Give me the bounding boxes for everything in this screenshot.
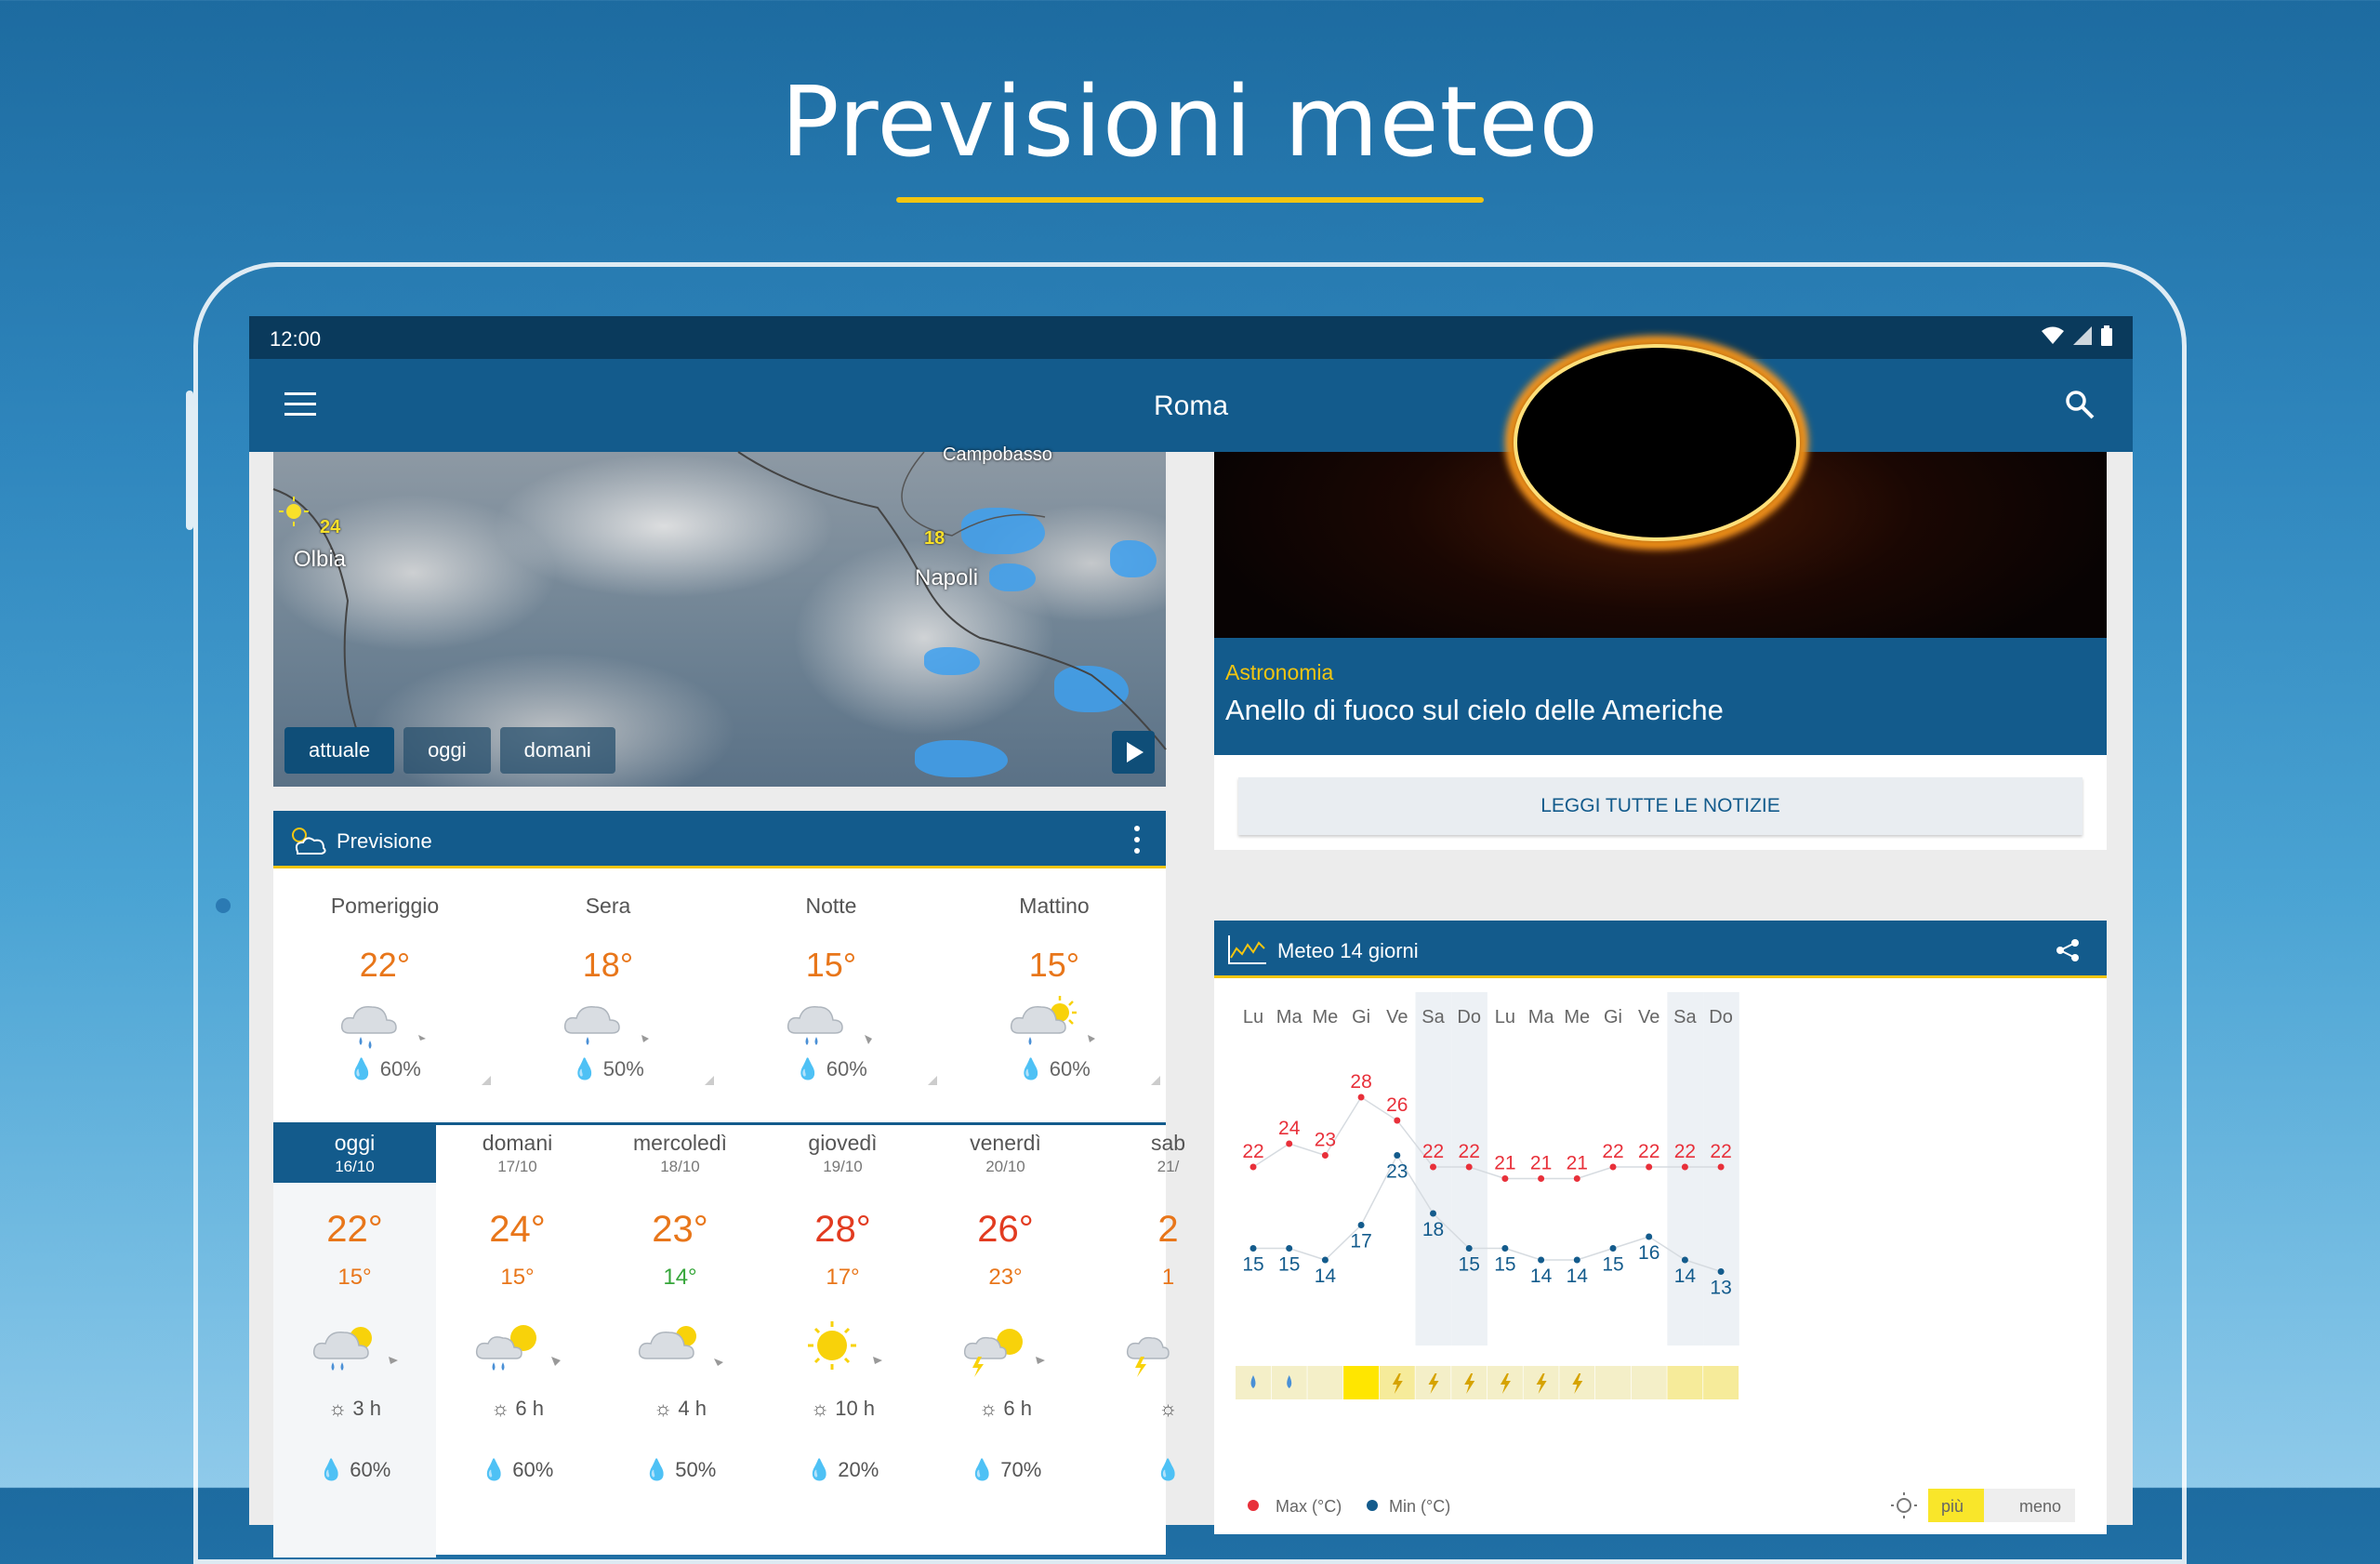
share-icon[interactable]	[2055, 937, 2081, 963]
trend-card	[1214, 921, 2107, 1534]
data-label: 15	[1278, 1253, 1301, 1276]
data-label: 28	[1350, 1071, 1372, 1093]
sun-rain-cloud-icon	[307, 1316, 409, 1381]
day-rain: 💧	[1155, 1458, 1182, 1481]
day-name: venerdì	[970, 1131, 1041, 1155]
trend-title: Meteo 14 giorni	[1277, 939, 1419, 962]
day-rain: 💧 20%	[806, 1458, 879, 1481]
device-screen	[249, 316, 2133, 1525]
period-forecast	[273, 871, 1166, 1094]
news-text[interactable]	[1214, 638, 2107, 755]
period-temp: 15°	[1028, 946, 1080, 984]
day-today[interactable]	[273, 1125, 436, 1557]
rain-cloud-icon	[333, 992, 435, 1057]
period-evening[interactable]	[496, 871, 720, 1094]
data-point	[1466, 1164, 1473, 1171]
data-label: 23	[1314, 1129, 1337, 1151]
day-min: 14°	[663, 1265, 697, 1290]
day-min: 1	[1161, 1265, 1175, 1290]
period-name: Mattino	[1019, 894, 1090, 918]
eclipse-ring-icon	[1214, 452, 2107, 638]
campobasso-label: Campobasso	[943, 444, 1052, 465]
data-label: 16	[1638, 1242, 1660, 1264]
day-sunshine: ☼	[1158, 1397, 1178, 1420]
legend-min-label: Min (°C)	[1389, 1497, 1451, 1516]
data-label: 21	[1566, 1152, 1588, 1174]
data-label: 14	[1566, 1266, 1588, 1287]
forecast-header	[273, 811, 1166, 868]
daily-forecast	[273, 1122, 1186, 1555]
day-thursday[interactable]	[761, 1125, 924, 1557]
day-max: 2	[1157, 1209, 1179, 1250]
day-rain: 💧 60%	[318, 1458, 391, 1481]
data-point	[1501, 1245, 1508, 1252]
day-rain: 💧 70%	[969, 1458, 1042, 1481]
chart-day-label: Me	[1312, 1007, 1339, 1027]
radar-map[interactable]	[273, 444, 1166, 787]
data-point	[1718, 1164, 1725, 1171]
data-point	[1466, 1245, 1473, 1252]
sunshine-cell	[1703, 1366, 1739, 1399]
page-headline: Previsioni meteo	[780, 65, 1600, 179]
chart-day-label: Ma	[1527, 1007, 1554, 1027]
day-name: oggi	[334, 1131, 376, 1155]
data-point	[1286, 1245, 1292, 1252]
legend-max-label: Max (°C)	[1276, 1497, 1342, 1516]
data-point	[1250, 1245, 1257, 1252]
day-name: mercoledì	[633, 1131, 727, 1155]
status-time: 12:00	[270, 327, 322, 351]
thunderstorm-icon	[1120, 1316, 1223, 1381]
chart-day-label: Me	[1564, 1007, 1591, 1027]
period-name: Sera	[585, 894, 631, 918]
day-sunshine: ☼ 4 h	[654, 1397, 707, 1420]
chart-day-label: Gi	[1352, 1007, 1371, 1027]
day-date: 18/10	[660, 1158, 700, 1175]
data-point	[1646, 1234, 1652, 1240]
chart-day-label: Do	[1709, 1007, 1733, 1027]
legend-more-label: più	[1941, 1497, 1964, 1516]
thunderstorm-sun-icon	[958, 1316, 1060, 1381]
period-rain: 💧 60%	[795, 1057, 867, 1080]
data-label: 23	[1386, 1160, 1408, 1183]
data-point	[1610, 1245, 1617, 1252]
forecast-title: Previsione	[337, 829, 432, 853]
data-point	[1682, 1257, 1688, 1264]
rain-cloud-icon	[779, 992, 881, 1057]
period-name: Notte	[805, 894, 857, 918]
data-label: 15	[1602, 1253, 1624, 1276]
period-temp: 22°	[359, 946, 411, 984]
wifi-icon	[2042, 326, 2064, 345]
period-rain: 💧 50%	[572, 1057, 644, 1080]
sun-icon	[795, 1316, 897, 1381]
sunshine-cell	[1632, 1366, 1667, 1399]
data-label: 24	[1278, 1118, 1301, 1139]
data-label: 22	[1458, 1141, 1480, 1162]
data-point	[1322, 1257, 1329, 1264]
period-morning[interactable]	[943, 871, 1166, 1094]
napoli-label: Napoli	[915, 565, 979, 590]
legend-min-marker	[1367, 1500, 1378, 1511]
day-min: 23°	[988, 1265, 1023, 1290]
period-rain: 💧 60%	[349, 1057, 421, 1080]
sunshine-cell	[1667, 1366, 1702, 1399]
data-point	[1501, 1175, 1508, 1182]
day-sunshine: ☼ 3 h	[328, 1397, 381, 1420]
trend-chart-icon	[1225, 932, 1270, 967]
data-point	[1682, 1164, 1688, 1171]
news-more-container	[1214, 755, 2107, 850]
period-afternoon[interactable]	[273, 871, 496, 1094]
news-image[interactable]	[1214, 452, 2107, 638]
day-max: 23°	[652, 1209, 708, 1250]
chart-day-label: Do	[1457, 1007, 1481, 1027]
tablet-side-button	[186, 391, 193, 530]
period-temp: 15°	[805, 946, 857, 984]
data-point	[1574, 1257, 1580, 1264]
sun-icon	[1891, 1492, 1917, 1518]
chart-day-label: Ve	[1638, 1007, 1660, 1027]
data-label: 26	[1386, 1094, 1408, 1116]
data-point	[1538, 1175, 1544, 1182]
legend-less-label: meno	[2019, 1497, 2062, 1516]
day-date: 20/10	[985, 1158, 1025, 1175]
tablet-camera	[216, 898, 231, 913]
partly-cloudy-icon	[284, 822, 329, 857]
data-label: 15	[1494, 1253, 1516, 1276]
period-name: Pomeriggio	[330, 894, 440, 918]
period-rain: 💧 60%	[1018, 1057, 1091, 1080]
period-temp: 18°	[582, 946, 634, 984]
data-label: 15	[1458, 1253, 1480, 1276]
data-point	[1358, 1222, 1365, 1228]
chart-day-label: Gi	[1604, 1007, 1622, 1027]
day-sunshine: ☼ 6 h	[491, 1397, 544, 1420]
data-label: 14	[1529, 1266, 1553, 1287]
chart-day-label: Lu	[1494, 1007, 1516, 1027]
day-date: 16/10	[335, 1158, 375, 1175]
signal-icon	[2073, 326, 2092, 345]
trend-header	[1214, 921, 2107, 978]
sunshine-cell	[1595, 1366, 1631, 1399]
data-label: 18	[1421, 1219, 1445, 1240]
day-rain: 💧 50%	[643, 1458, 717, 1481]
day-max: 22°	[326, 1209, 383, 1250]
chart-legend	[1248, 1489, 2075, 1522]
data-label: 21	[1529, 1152, 1553, 1174]
data-point	[1718, 1268, 1725, 1275]
chart-day-label: Ve	[1386, 1007, 1408, 1027]
news-category: Astronomia	[1225, 660, 1334, 684]
sun-icon	[277, 495, 311, 528]
forecast-card	[273, 811, 1186, 1555]
data-point	[1646, 1164, 1652, 1171]
status-icons	[2042, 325, 2112, 346]
chart-day-label: Ma	[1276, 1007, 1302, 1027]
trend-chart	[1214, 981, 2107, 1534]
data-point	[1286, 1141, 1292, 1147]
data-point	[1574, 1175, 1580, 1182]
radar-tab-tomorrow[interactable]: domani	[500, 727, 615, 774]
radar-tab-now[interactable]: attuale	[284, 727, 394, 774]
chart-day-label: Sa	[1673, 1007, 1697, 1027]
more-options-icon[interactable]	[1134, 826, 1142, 855]
news-title[interactable]: Anello di fuoco sul cielo delle Americhe	[1225, 694, 1724, 726]
period-night[interactable]	[720, 871, 943, 1094]
app-bar	[249, 359, 2133, 452]
data-point	[1250, 1164, 1257, 1171]
day-friday[interactable]	[924, 1125, 1087, 1557]
battery-icon	[2101, 325, 2112, 346]
search-icon[interactable]	[2064, 389, 2096, 420]
rain-cloud-icon	[556, 992, 658, 1057]
olbia-label: Olbia	[294, 547, 347, 572]
day-wednesday[interactable]	[599, 1125, 761, 1557]
day-max: 24°	[489, 1209, 546, 1250]
data-point	[1394, 1118, 1400, 1124]
data-point	[1610, 1164, 1617, 1171]
day-max: 28°	[814, 1209, 871, 1250]
sunshine-cell	[1307, 1366, 1342, 1399]
status-bar	[249, 316, 2133, 359]
radar-tabs	[284, 727, 615, 774]
data-label: 17	[1350, 1230, 1372, 1253]
data-point	[1538, 1257, 1544, 1264]
play-button[interactable]	[1112, 731, 1155, 774]
day-sunshine: ☼ 6 h	[979, 1397, 1032, 1420]
data-point	[1358, 1094, 1365, 1101]
day-name: domani	[482, 1131, 553, 1155]
day-max: 26°	[977, 1209, 1034, 1250]
day-date: 19/10	[823, 1158, 863, 1175]
read-all-news-button[interactable]: LEGGI TUTTE LE NOTIZIE	[1238, 777, 2082, 835]
day-tomorrow[interactable]	[436, 1125, 599, 1557]
day-sunshine: ☼ 10 h	[810, 1397, 876, 1420]
data-point	[1322, 1152, 1329, 1159]
sunshine-cell	[1343, 1366, 1379, 1399]
data-label: 22	[1602, 1141, 1624, 1162]
data-label: 15	[1242, 1253, 1264, 1276]
data-label: 21	[1494, 1152, 1516, 1174]
day-min: 17°	[826, 1265, 860, 1290]
napoli-temp: 18	[924, 528, 945, 549]
day-date: 17/10	[497, 1158, 537, 1175]
sun-cloud-icon	[632, 1316, 734, 1381]
chart-day-label: Sa	[1421, 1007, 1445, 1027]
data-label: 22	[1242, 1141, 1264, 1162]
data-label: 22	[1673, 1141, 1697, 1162]
data-label: 14	[1673, 1266, 1697, 1287]
sun-rain-cloud-icon	[469, 1316, 572, 1381]
olbia-temp: 24	[320, 517, 341, 537]
radar-tab-today[interactable]: oggi	[403, 727, 491, 774]
data-label: 22	[1710, 1141, 1732, 1162]
day-name: giovedì	[808, 1131, 878, 1155]
day-min: 15°	[337, 1265, 372, 1290]
data-label: 22	[1421, 1141, 1445, 1162]
data-label: 22	[1638, 1141, 1660, 1162]
data-point	[1430, 1211, 1436, 1217]
city-title: Roma	[1153, 391, 1229, 421]
day-rain: 💧 60%	[481, 1458, 554, 1481]
legend-max-marker	[1248, 1500, 1259, 1511]
data-label: 13	[1710, 1277, 1732, 1299]
data-point	[1430, 1164, 1436, 1171]
data-label: 14	[1314, 1266, 1337, 1287]
data-point	[1394, 1152, 1400, 1159]
chart-day-label: Lu	[1242, 1007, 1264, 1027]
day-min: 15°	[500, 1265, 535, 1290]
sun-rain-cloud-icon	[1002, 992, 1104, 1057]
day-name: sab	[1150, 1131, 1186, 1155]
day-date: 21/	[1157, 1158, 1180, 1175]
headline-underline	[896, 197, 1484, 203]
